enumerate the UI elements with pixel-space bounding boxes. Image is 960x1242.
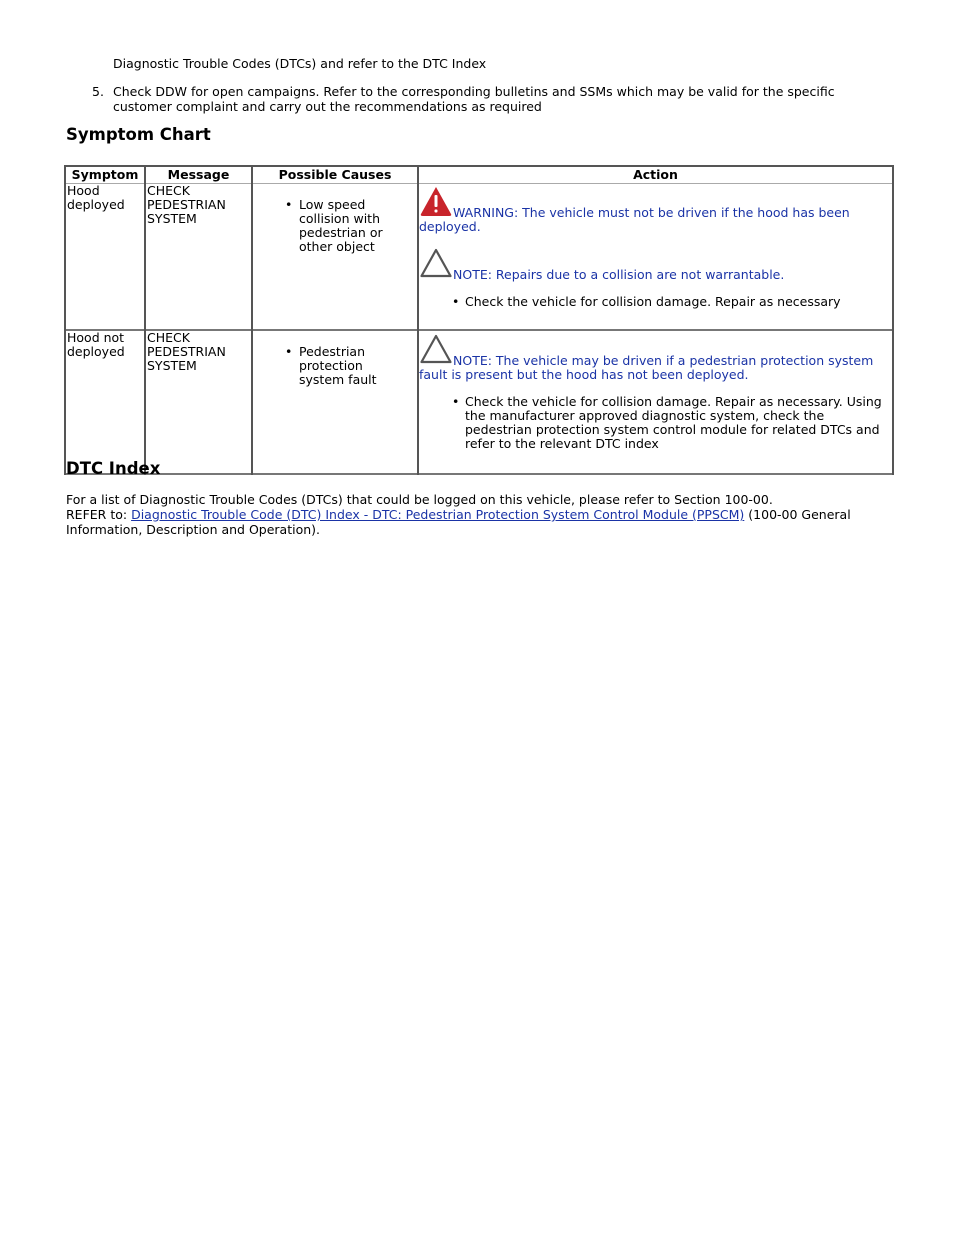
cause-bullet: • Pedestrian protection system fault	[254, 345, 416, 387]
action-bullet: • Check the vehicle for collision damage. Repair as necessary. Using the manufacturer approved diagnostic system, check the pedestrian protection system control module for related DTCs and refer to the relevant DTC index	[419, 395, 892, 451]
step-number: 5.	[92, 84, 104, 99]
warning-text: WARNING: The vehicle must not be driven if the hood has been deployed.	[419, 205, 850, 234]
symptom-cell: Hood not deployed	[65, 330, 145, 474]
dtc-reference	[66, 507, 896, 537]
symptom-cell: Hood deployed	[65, 184, 145, 331]
note-notice	[419, 247, 892, 282]
dtc-index-text: For a list of Diagnostic Trouble Codes (DTCs) that could be logged on this vehicle, please refer to Section 100-00.	[66, 492, 773, 507]
table-row	[65, 184, 893, 331]
dtc-index-heading: DTC Index	[66, 459, 161, 478]
note-text: NOTE: The vehicle may be driven if a pedestrian protection system fault is present but the hood has not been deployed.	[419, 353, 874, 382]
symptom-chart-heading: Symptom Chart	[66, 125, 211, 144]
action-cell	[418, 184, 893, 331]
note-notice	[419, 331, 892, 382]
possible-causes-cell	[252, 330, 418, 474]
table-header-row	[65, 166, 893, 184]
warning-triangle-icon	[419, 185, 453, 220]
refer-prefix: REFER to:	[66, 507, 128, 522]
action-cell	[418, 330, 893, 474]
procedure-continuation: Diagnostic Trouble Codes (DTCs) and refer to the DTC Index	[113, 56, 487, 71]
column-header-action: Action	[418, 166, 893, 184]
note-triangle-icon	[419, 333, 453, 368]
table-row	[65, 330, 893, 474]
cause-bullet: • Low speed collision with pedestrian or other object	[254, 198, 416, 254]
message-cell: CHECK PEDESTRIAN SYSTEM	[145, 330, 252, 474]
column-header-possible-causes: Possible Causes	[252, 166, 418, 184]
action-bullet: • Check the vehicle for collision damage. Repair as necessary	[419, 295, 892, 309]
symptom-chart-table	[64, 165, 894, 475]
column-header-message: Message	[145, 166, 252, 184]
message-cell: CHECK PEDESTRIAN SYSTEM	[145, 184, 252, 331]
note-triangle-icon	[419, 247, 453, 282]
warning-notice	[419, 184, 892, 234]
step-text: Check DDW for open campaigns. Refer to the corresponding bulletins and SSMs which may be valid for the specific customer complaint and carry out the recommendations as required	[113, 84, 835, 114]
refer-suffix: (100-00 General Information, Description and Operation).	[66, 507, 851, 537]
possible-causes-cell	[252, 184, 418, 331]
column-header-symptom: Symptom	[65, 166, 145, 184]
dtc-index-link[interactable]: Diagnostic Trouble Code (DTC) Index - DTC: Pedestrian Protection System Control Module (PPSCM)	[131, 507, 745, 522]
note-text: NOTE: Repairs due to a collision are not warrantable.	[453, 267, 785, 282]
